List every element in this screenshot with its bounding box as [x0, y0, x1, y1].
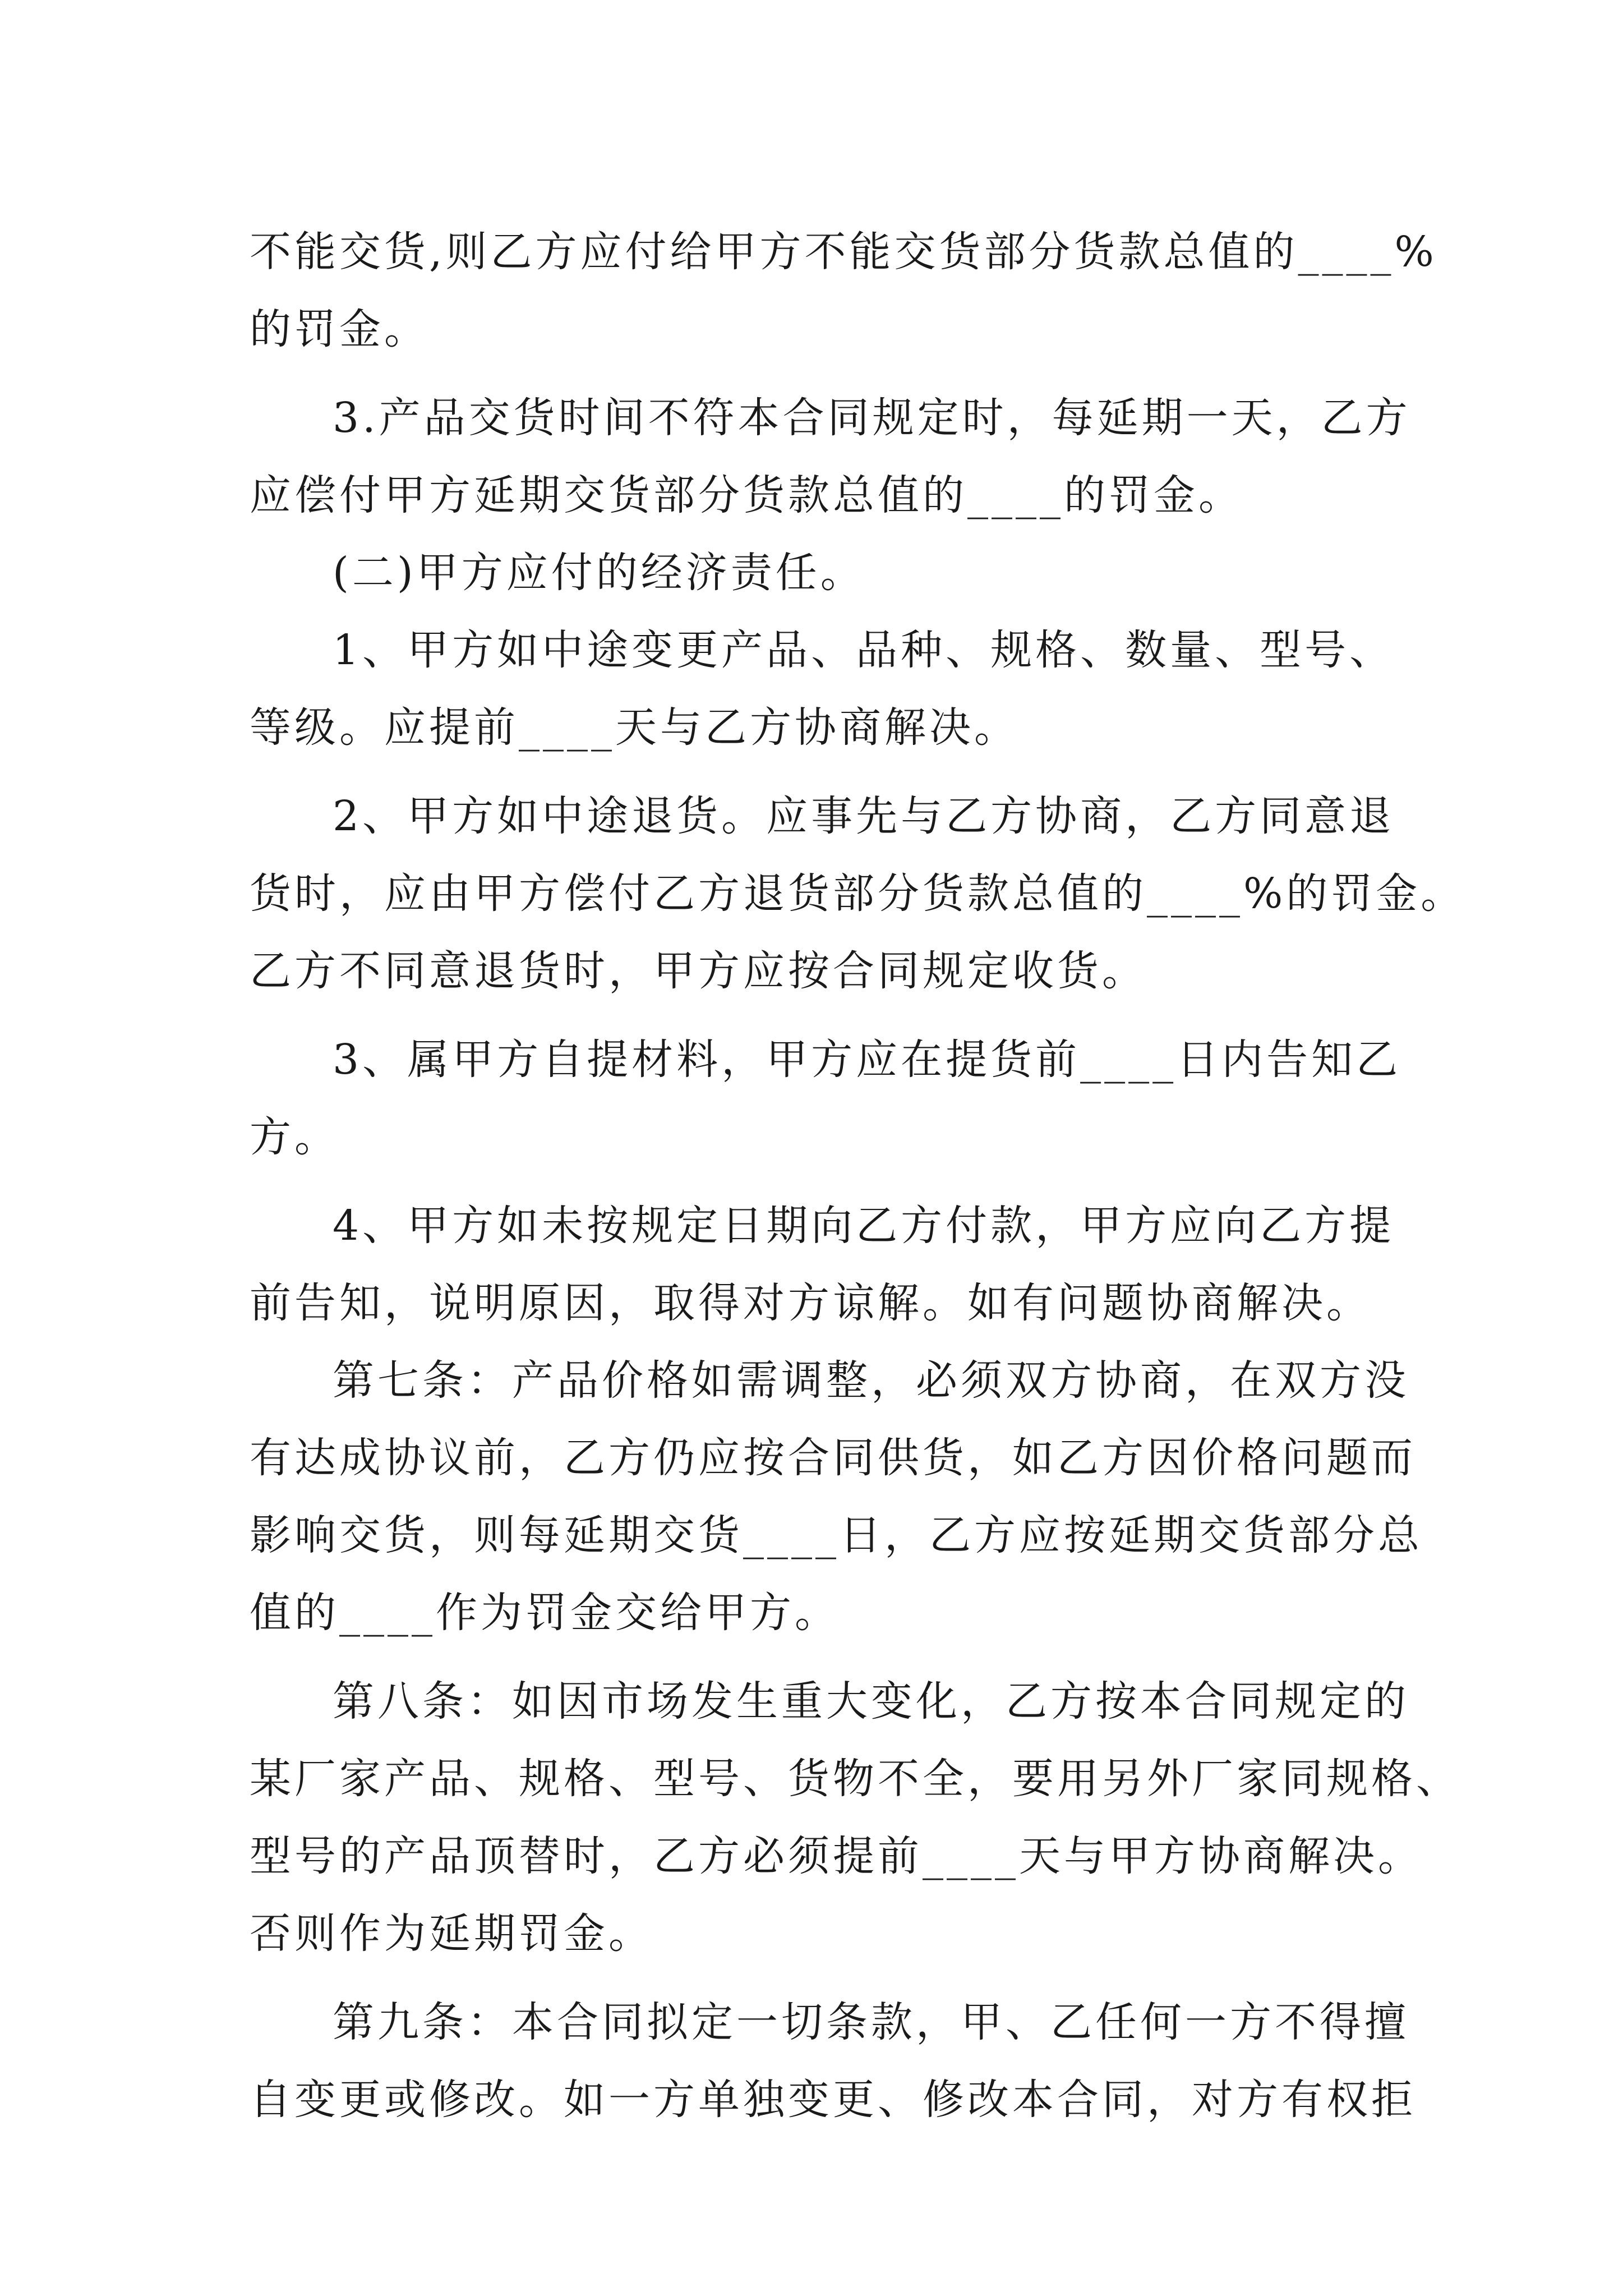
text-line: 型号的产品顶替时，乙方必须提前____天与甲方协商解决。: [250, 1832, 1423, 1880]
text-line: 值的____作为罚金交给甲方。: [250, 1589, 840, 1637]
text-line: 1、甲方如中途变更产品、品种、规格、数量、型号、: [333, 626, 1395, 674]
text-line: 的罚金。: [250, 305, 429, 353]
section-heading: (二)甲方应付的经济责任。: [333, 549, 865, 597]
text-line: 有达成协议前，乙方仍应按合同供货，如乙方因价格问题而: [250, 1434, 1416, 1482]
text-line: 货时，应由甲方偿付乙方退货部分货款总值的____%的罚金。: [250, 869, 1466, 918]
text-line: 第八条：如因市场发生重大变化，乙方按本合同规定的: [333, 1677, 1409, 1726]
text-line: 前告知，说明原因，取得对方谅解。如有问题协商解决。: [250, 1279, 1371, 1327]
text-line: 第九条：本合同拟定一切条款，甲、乙任何一方不得擅: [333, 1998, 1409, 2046]
text-line: 2、甲方如中途退货。应事先与乙方协商，乙方同意退: [333, 792, 1395, 840]
text-line: 否则作为延期罚金。: [250, 1910, 653, 1958]
text-line: 应偿付甲方延期交货部分货款总值的____的罚金。: [250, 471, 1243, 519]
text-line: 某厂家产品、规格、型号、货物不全，要用另外厂家同规格、: [250, 1755, 1461, 1803]
text-line: 乙方不同意退货时，甲方应按合同规定收货。: [250, 947, 1147, 995]
text-line: 自变更或修改。如一方单独变更、修改本合同，对方有权拒: [250, 2076, 1416, 2124]
text-line: 4、甲方如未按规定日期向乙方付款，甲方应向乙方提: [333, 1202, 1395, 1250]
text-line: 第七条：产品价格如需调整，必须双方协商，在双方没: [333, 1356, 1409, 1405]
text-line: 等级。应提前____天与乙方协商解决。: [250, 703, 1019, 752]
text-line: 不能交货,则乙方应付给甲方不能交货部分货款总值的____%: [250, 228, 1437, 276]
text-line: 3.产品交货时间不符本合同规定时，每延期一天，乙方: [333, 394, 1411, 442]
text-line: 方。: [250, 1113, 339, 1161]
document-page: [250, 213, 1466, 2138]
text-line: 影响交货，则每延期交货____日，乙方应按延期交货部分总: [250, 1511, 1423, 1559]
text-line: 3、属甲方自提材料，甲方应在提货前____日内告知乙: [333, 1036, 1401, 1084]
